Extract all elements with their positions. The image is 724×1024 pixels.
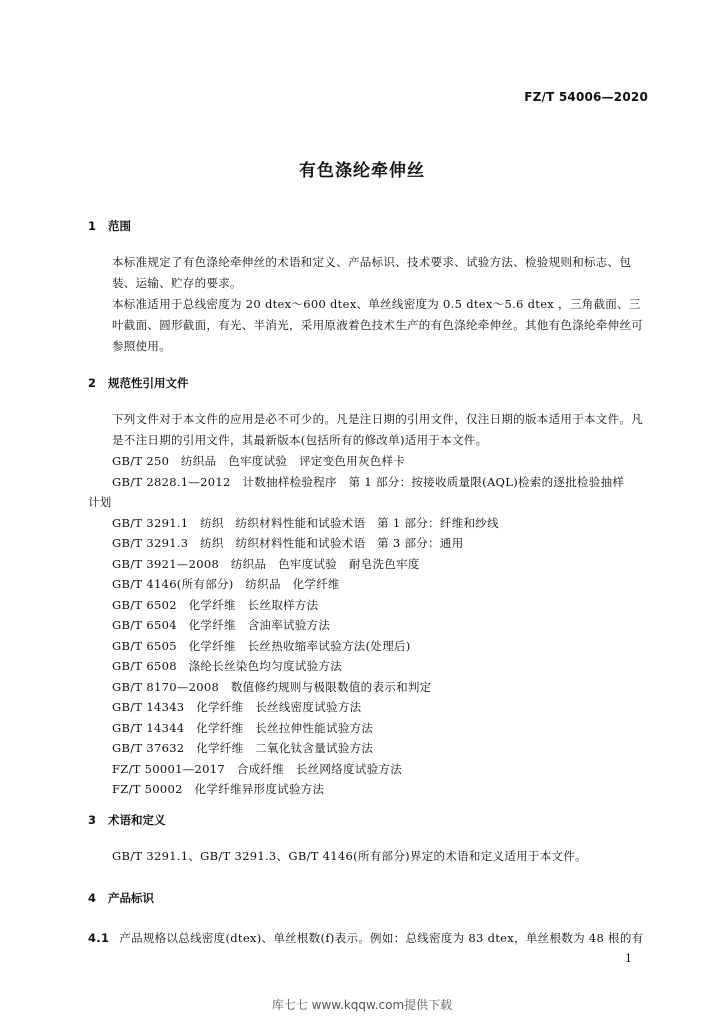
reference-item: GB/T 37632 化学纤维 二氧化钛含量试验方法 xyxy=(112,741,374,755)
clause-number: 4.1 xyxy=(88,931,110,945)
reference-item: GB/T 6505 化学纤维 长丝热收缩率试验方法(处理后) xyxy=(112,638,411,653)
reference-item: GB/T 2828.1—2012 计数抽样检验程序 第 1 部分：按接收质量限(AQL)检索的逐批检验抽样 xyxy=(112,474,625,489)
document-title: 有色涤纶牵伸丝 xyxy=(299,161,425,181)
paragraph: 下列文件对于本文件的应用是必不可少的。凡是注日期的引用文件，仅注日期的版本适用于本文件。凡是不注日期的引用文件，其最新版本(包括所有的修改单)适用于本文件。 xyxy=(112,412,643,447)
page-number: 1 xyxy=(625,952,632,965)
section-number: 2 xyxy=(88,376,97,390)
section-2-heading xyxy=(88,375,189,391)
clause-text: 产品规格以总线密度(dtex)、单丝根数(f)表示。例如：总线密度为 83 dtex，单丝根数为 48 根的有 xyxy=(119,931,644,945)
reference-item: FZ/T 50001—2017 合成纤维 长丝网络度试验方法 xyxy=(112,761,403,776)
section-3-heading xyxy=(88,812,166,828)
section-title: 术语和定义 xyxy=(108,813,166,827)
paragraph: 本标准规定了有色涤纶牵伸丝的术语和定义、产品标识、技术要求、试验方法、检验规则和标志、包装、运输、贮存的要求。 xyxy=(112,255,632,290)
reference-item: GB/T 8170—2008 数值修约规则与极限数值的表示和判定 xyxy=(112,679,432,694)
section-2-intro xyxy=(88,409,648,451)
section-1-heading xyxy=(88,218,131,234)
reference-item: FZ/T 50002 化学纤维异形度试验方法 xyxy=(112,782,325,796)
reference-item: GB/T 14344 化学纤维 长丝拉伸性能试验方法 xyxy=(112,720,374,735)
clause-4-1 xyxy=(88,930,648,946)
reference-item: GB/T 4146(所有部分) 纺织品 化学纤维 xyxy=(112,577,340,591)
reference-item: GB/T 3291.3 纺织 纺织材料性能和试验术语 第 3 部分：通用 xyxy=(112,536,464,550)
section-4-heading xyxy=(88,890,154,906)
reference-item: GB/T 6508 涤纶长丝染色均匀度试验方法 xyxy=(112,659,343,673)
section-number: 1 xyxy=(88,219,97,233)
section-number: 3 xyxy=(88,813,97,827)
section-1-body xyxy=(88,252,648,357)
paragraph: GB/T 3291.1、GB/T 3291.3、GB/T 4146(所有部分)界定的术语和定义适用于本文件。 xyxy=(112,849,587,863)
reference-item: GB/T 14343 化学纤维 长丝线密度试验方法 xyxy=(112,700,362,714)
reference-item-continuation: 计划 xyxy=(88,495,112,509)
download-watermark: 库七七 www.kqqw.com提供下载 xyxy=(271,998,453,1012)
reference-item: GB/T 6502 化学纤维 长丝取样方法 xyxy=(112,597,319,612)
paragraph: 本标准适用于总线密度为 20 dtex～600 dtex、单丝线密度为 0.5 dtex～5.6 dtex ，三角截面、三叶截面、圆形截面，有光、半消光，采用原液着色技术生产的有色涤纶牵伸丝。其他有色涤纶牵伸丝可参照使用。 xyxy=(112,297,643,353)
section-title: 范围 xyxy=(108,219,132,233)
reference-item: GB/T 3921—2008 纺织品 色牢度试验 耐皂洗色牢度 xyxy=(112,556,420,571)
reference-item: GB/T 250 纺织品 色牢度试验 评定变色用灰色样卡 xyxy=(112,454,406,468)
section-title: 产品标识 xyxy=(108,891,155,905)
reference-item: GB/T 3291.1 纺织 纺织材料性能和试验术语 第 1 部分：纤维和纱线 xyxy=(112,515,499,530)
section-3-body xyxy=(88,846,648,867)
section-number: 4 xyxy=(88,891,97,905)
normative-references-list xyxy=(88,451,648,800)
section-title: 规范性引用文件 xyxy=(108,376,189,390)
standard-code: FZ/T 54006—2020 xyxy=(524,90,648,104)
reference-item: GB/T 6504 化学纤维 含油率试验方法 xyxy=(112,618,331,632)
